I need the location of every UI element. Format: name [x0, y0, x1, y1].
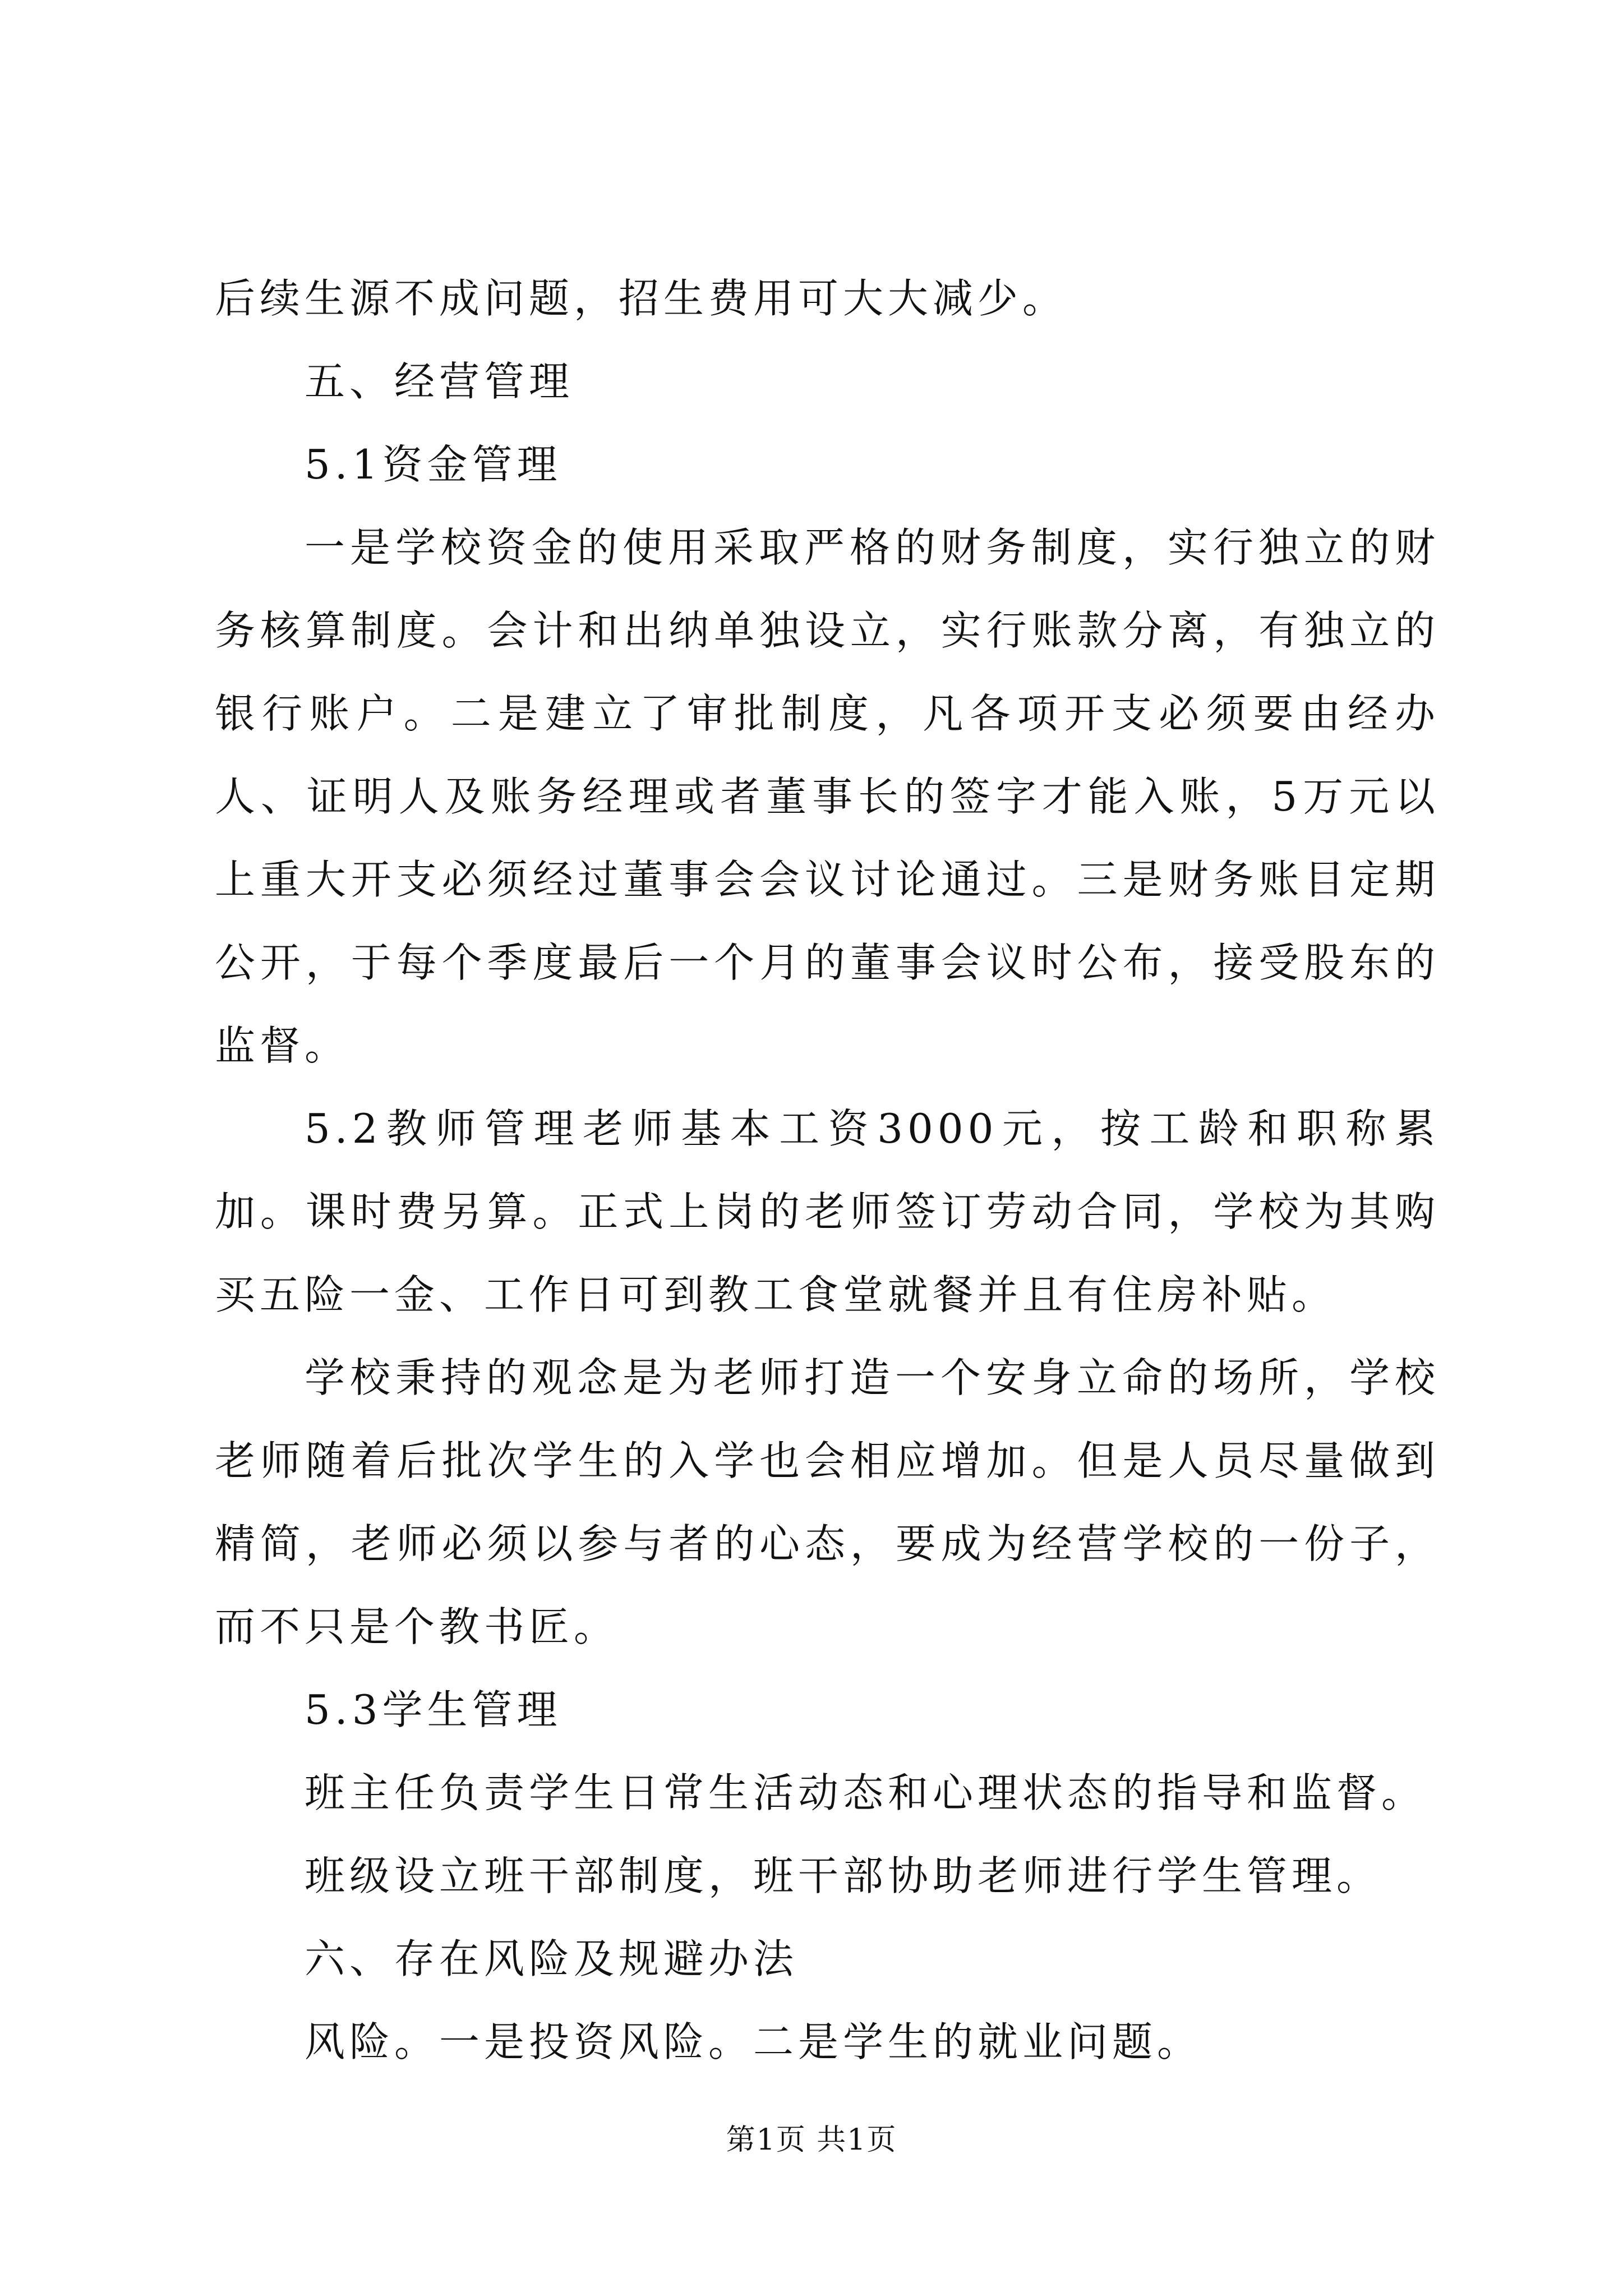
section-heading-business-management: 五、经营管理	[305, 358, 574, 405]
subsection-heading-student-management: 5.3学生管理	[305, 1686, 562, 1733]
subsection-heading-fund-management: 5.1资金管理	[305, 441, 562, 488]
paragraph-continuation: 后续生源不成问题，招生费用可大大减少。	[215, 275, 1068, 322]
page-number-footer: 第1页 共1页	[726, 2123, 897, 2157]
paragraph-school-philosophy: 学校秉持的观念是为老师打造一个安身立命的场所，学校老师随着后批次学生的入学也会相应增加。但是人员尽量做到精简，老师必须以参与者的心态，要成为经营学校的一份子，而不只是个教书匠。	[215, 1354, 1440, 1650]
paragraph-teacher-management: 5.2教师管理老师基本工资3000元，按工龄和职称累加。课时费另算。正式上岗的老师签订劳动合同，学校为其购买五险一金、工作日可到教工食堂就餐并且有住房补贴。	[215, 1105, 1440, 1318]
paragraph-class-cadre: 班级设立班干部制度，班干部协助老师进行学生管理。	[305, 1852, 1382, 1899]
paragraph-fund-management: 一是学校资金的使用采取严格的财务制度，实行独立的财务核算制度。会计和出纳单独设立，实行账款分离，有独立的银行账户。二是建立了审批制度，凡各项开支必须要由经办人、证明人及账务经理或者董事长的签字才能入账，5万元以上重大开支必须经过董事会会议讨论通过。三是财务账目定期公开，于每个季度最后一个月的董事会议时公布，接受股东的监督。	[215, 524, 1440, 1069]
document-body	[215, 257, 1440, 2083]
paragraph-risks: 风险。一是投资风险。二是学生的就业问题。	[305, 2018, 1202, 2065]
section-heading-risks: 六、存在风险及规避办法	[305, 1935, 799, 1982]
paragraph-class-teacher: 班主任负责学生日常生活动态和心理状态的指导和监督。	[305, 1769, 1427, 1816]
